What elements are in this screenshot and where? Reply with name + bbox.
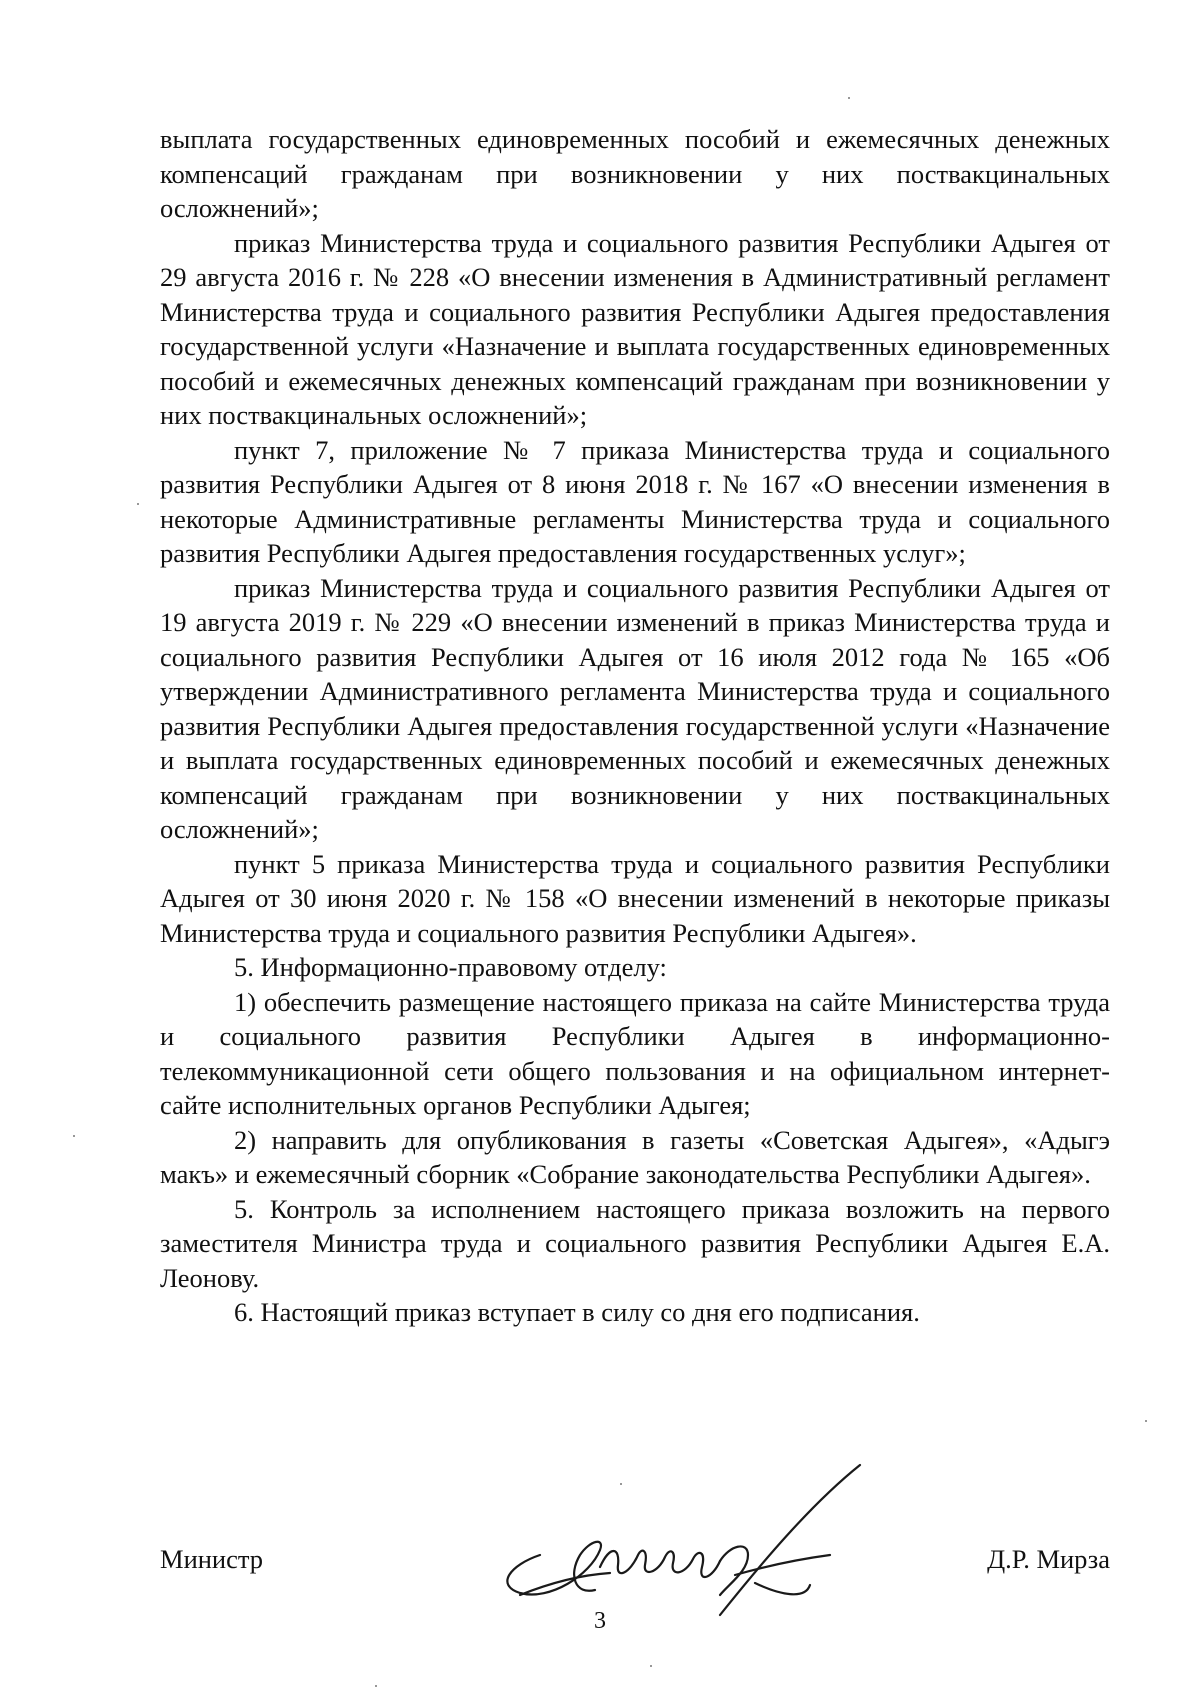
scan-speck xyxy=(73,1135,75,1137)
signatory-name: Д.Р. Мирза xyxy=(987,1544,1110,1574)
paragraph-4: приказ Министерства труда и социального развития Республики Адыгея от 19 августа 2019 г. № 229 «О внесении изменений в приказ Министерства труда и социального развития Республики Адыгея от 16 июля 2012 года № 165 «Об утверждении Административного регламента Министерства труда и социального развития Республики Адыгея предоставления государственной услуги «Назначение и выплата государственных единовременных пособий и ежемесячных денежных компенсаций гражданам при возникновении у них поствакцинальных осложнений»; xyxy=(160,572,1110,844)
paragraph-10: 6. Настоящий приказ вступает в силу со дня его подписания. xyxy=(234,1297,920,1327)
scan-speck xyxy=(137,503,139,505)
scan-speck xyxy=(848,97,850,99)
scan-speck xyxy=(375,1685,377,1687)
scan-speck xyxy=(620,1483,622,1485)
scan-speck xyxy=(1145,1420,1147,1422)
paragraph-1: выплата государственных единовременных пособий и ежемесячных денежных компенсаций гражданам при возникновении у них поствакцинальных осложнений»; xyxy=(160,124,1110,223)
page-number: 3 xyxy=(594,1608,606,1634)
signature-block xyxy=(160,1530,1110,1590)
signatory-title: Министр xyxy=(160,1544,264,1574)
paragraph-7: 1) обеспечить размещение настоящего приказа на сайте Министерства труда и социального развития Республики Адыгея в информационно-телекоммуникационной сети общего пользования и на официальном интернет-сайте исполнительных органов Республики Адыгея; xyxy=(160,986,1110,1120)
scan-speck xyxy=(650,1665,652,1667)
document-body xyxy=(160,122,1110,1330)
paragraph-5: пункт 5 приказа Министерства труда и социального развития Республики Адыгея от 30 июня 2020 г. № 158 «О внесении изменений в некоторые приказы Министерства труда и социального развития Республики Адыгея». xyxy=(160,848,1110,948)
paragraph-2: приказ Министерства труда и социального развития Республики Адыгея от 29 августа 2016 г. № 228 «О внесении изменения в Административный регламент Министерства труда и социального развития Республики Адыгея предоставления государственной услуги «Назначение и выплата государственных единовременных пособий и ежемесячных денежных компенсаций гражданам при возникновении у них поствакцинальных осложнений»; xyxy=(160,227,1110,430)
paragraph-3: пункт 7, приложение № 7 приказа Министерства труда и социального развития Республики Адыгея от 8 июня 2018 г. № 167 «О внесении изменения в некоторые Административные регламенты Министерства труда и социального развития Республики Адыгея предоставления государственных услуг»; xyxy=(160,434,1110,568)
paragraph-6: 5. Информационно-правовому отделу: xyxy=(234,952,667,982)
paragraph-8: 2) направить для опубликования в газеты «Советская Адыгея», «Адыгэ макъ» и ежемесячный сборник «Собрание законодательства Республики Адыгея». xyxy=(160,1124,1110,1189)
paragraph-9: 5. Контроль за исполнением настоящего приказа возложить на первого заместителя Министра труда и социального развития Республики Адыгея Е.А. Леонову. xyxy=(160,1193,1110,1293)
